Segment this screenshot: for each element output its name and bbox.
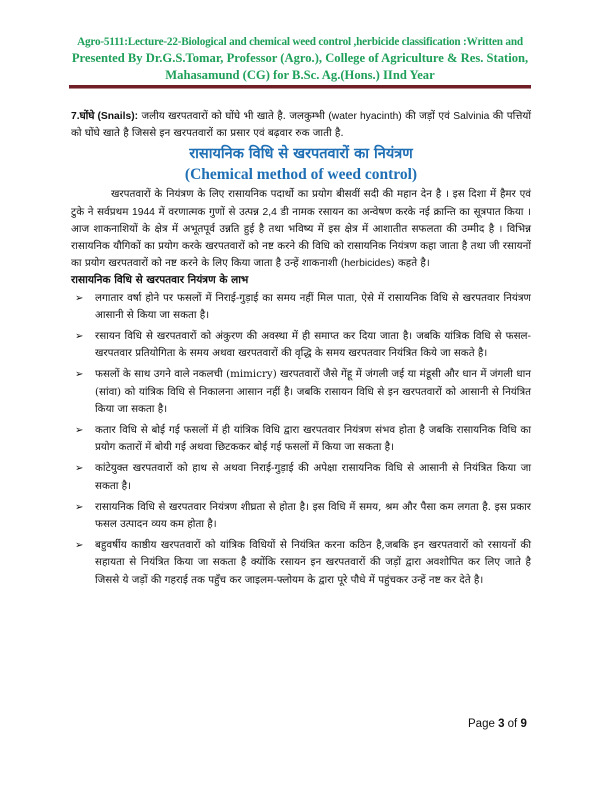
list-item	[75, 422, 531, 456]
snails-english-2: Salvinia	[453, 111, 490, 122]
document-header	[62, 34, 538, 84]
snails-paragraph	[71, 108, 531, 142]
list-item-text: रसायन विधि से खरपतवारों को अंकुरण की अवस्था में ही समाप्त कर दिया जाता है। जबकि यांत्रिक विधि से फसल-खरपतवार प्रतियोगिता के समय अथवा खरपतवारों की वृद्धि के समय खरपतवार नियंत्रित किये जा सकते है।	[95, 330, 531, 360]
arrowhead-bullet-icon: ➢	[75, 331, 84, 343]
header-line-3: Mahasamund (CG) for B.Sc. Ag.(Hons.) IInd Year	[165, 68, 435, 82]
benefits-heading: रासायनिक विधि से खरपतवार नियंत्रण के लाभ	[71, 274, 249, 287]
intro-text-c: डी नामक रसायन का अन्वेषण करके नई क्रान्ति का सूत्रपात किया । आज शाकनाशियों के क्षेत्र में अभूतपूर्व उन्नति हुई है तथा भविष्य में इस क्षेत्र में आशातीत सफलता की उम्मीद है । विभिन्न रासायनिक यौगिकों का प्रयोग करके खरपतवारों को नष्ट करने की विधि को रासायनिक नियंत्रण कहा जाता है तथा जी रसायनों का प्रयोग खरपतवारों को नष्ट करने के लिए किया जाता है उन्हें शाकनाशी	[71, 205, 531, 270]
intro-year: 1944	[131, 206, 155, 218]
list-item-text: फसलों के साथ उगने वाले नकलची (mimicry) खरपतवारों जैसे गेंहू में जंगली जई या मंडूसी और धान में जंगली धान (सांवा) को यांत्रिक विधि से निकालना आसान नहीं है। जबकि रासायन विधि से इन खरपतवारों को आसानी से नियंत्रित किया जा सकता है।	[95, 368, 531, 415]
header-divider	[69, 85, 531, 89]
footer-of-word: of	[504, 718, 521, 730]
arrowhead-bullet-icon: ➢	[75, 463, 84, 475]
section-title-english: (Chemical method of weed control)	[184, 166, 418, 184]
list-item	[75, 366, 531, 418]
list-item	[75, 537, 531, 589]
snails-lead: 7.घोंघे (Snails):	[71, 111, 139, 122]
arrowhead-bullet-icon: ➢	[75, 501, 84, 513]
page-body	[71, 108, 531, 593]
list-item-text: रासायनिक विधि से खरपतवार नियंत्रण शीघ्रता से होता है। इस विधि में समय, श्रम और पैसा कम लगता है. इस प्रकार फसल उत्पादन व्यय कम होता है।	[95, 500, 531, 531]
list-item-text: कतार विधि से बोई गई फसलों में ही यांत्रिक विधि द्वारा खरपतवार नियंत्रण संभव होता है जबकि रासायनिक विधि का प्रयोग कतारों में बोयी गई अथवा छिटककर बोई गई फसलों में किया जा सकता है।	[95, 424, 531, 454]
arrowhead-bullet-icon: ➢	[75, 292, 84, 304]
list-item-text: बहुवर्षीय काष्ठीय खरपतवारों को यांत्रिक विधियों से नियंत्रित करना कठिन है,जबकि इन खरपतवारों को रसायनों की सहायता से नियंत्रित किया जा सकता है क्योंकि रसायन इन खरपतवारों की जड़ों द्वारा अवशोपित कर लिए जाते है जिससे ये जड़ों की गहराई तक पहुँच कर जाइलम-फ्लोयम के द्वारा पूरे पौधे में पहुंचकर उन्हें नष्ट कर देते है।	[95, 539, 531, 586]
snails-english-1: (water hyacinth)	[328, 111, 402, 122]
arrowhead-bullet-icon: ➢	[75, 540, 84, 552]
snails-text-1: जलीय खरपतवारों को घोंघे भी खाते है. जलकुम्भी	[138, 110, 329, 122]
header-line-1: Agro-5111:Lecture-22-Biological and chemical weed control ,herbicide classification :Written and	[77, 36, 523, 48]
arrowhead-bullet-icon: ➢	[75, 369, 84, 381]
list-item-text: कांटेयुक्त खरपतवारों को हाथ से अथवा निराई-गुड़ाई की अपेक्षा रासायनिक विधि से आसानी से नियंत्रित किया जा सकता है।	[95, 462, 531, 492]
intro-text-b: में वरणात्मक गुणों से उत्पन्न	[154, 205, 263, 218]
intro-chemical: 2,4	[262, 206, 277, 218]
list-item	[75, 328, 531, 362]
intro-paragraph	[71, 186, 531, 272]
list-item	[75, 499, 531, 533]
footer-current-page: 3	[498, 718, 505, 730]
snails-text-2: की जड़ों एवं	[401, 110, 454, 122]
benefits-list	[71, 290, 531, 589]
intro-text-d: कहते है।	[394, 257, 430, 270]
page-number	[468, 718, 527, 730]
list-item	[75, 290, 531, 324]
arrowhead-bullet-icon: ➢	[75, 425, 84, 437]
list-item-text: लगातार वर्षा होने पर फसलों में निराई-गुड़ाई का समय नहीं मिल पाता, ऐसे में रासायनिक विधि से खरपतवार नियंत्रण आसानी से किया जा सकता है।	[95, 291, 531, 321]
intro-english: (herbicides)	[340, 258, 395, 270]
snails-text-3: की पत्तियों को घोंघे खाते है जिससे इन खरपतवारों का प्रसार एवं बढ़वार रुक जाती है.	[71, 110, 532, 140]
section-title-hindi: रासायनिक विधि से खरपतवारों का नियंत्रण	[189, 145, 413, 163]
footer-page-word: Page	[468, 718, 499, 730]
intro-text-a: खरपतवारों के नियंत्रण के लिए रासायनिक पदार्थो का प्रयोग बीसवीं सदी की महान देन है । इस दिशा में हैमर एवं टुके ने सर्वप्रथम	[71, 188, 531, 218]
list-item	[75, 460, 531, 494]
footer-total-pages: 9	[520, 718, 527, 730]
header-line-2: Presented By Dr.G.S.Tomar, Professor (Agro.), College of Agriculture & Res. Station,	[71, 51, 529, 65]
